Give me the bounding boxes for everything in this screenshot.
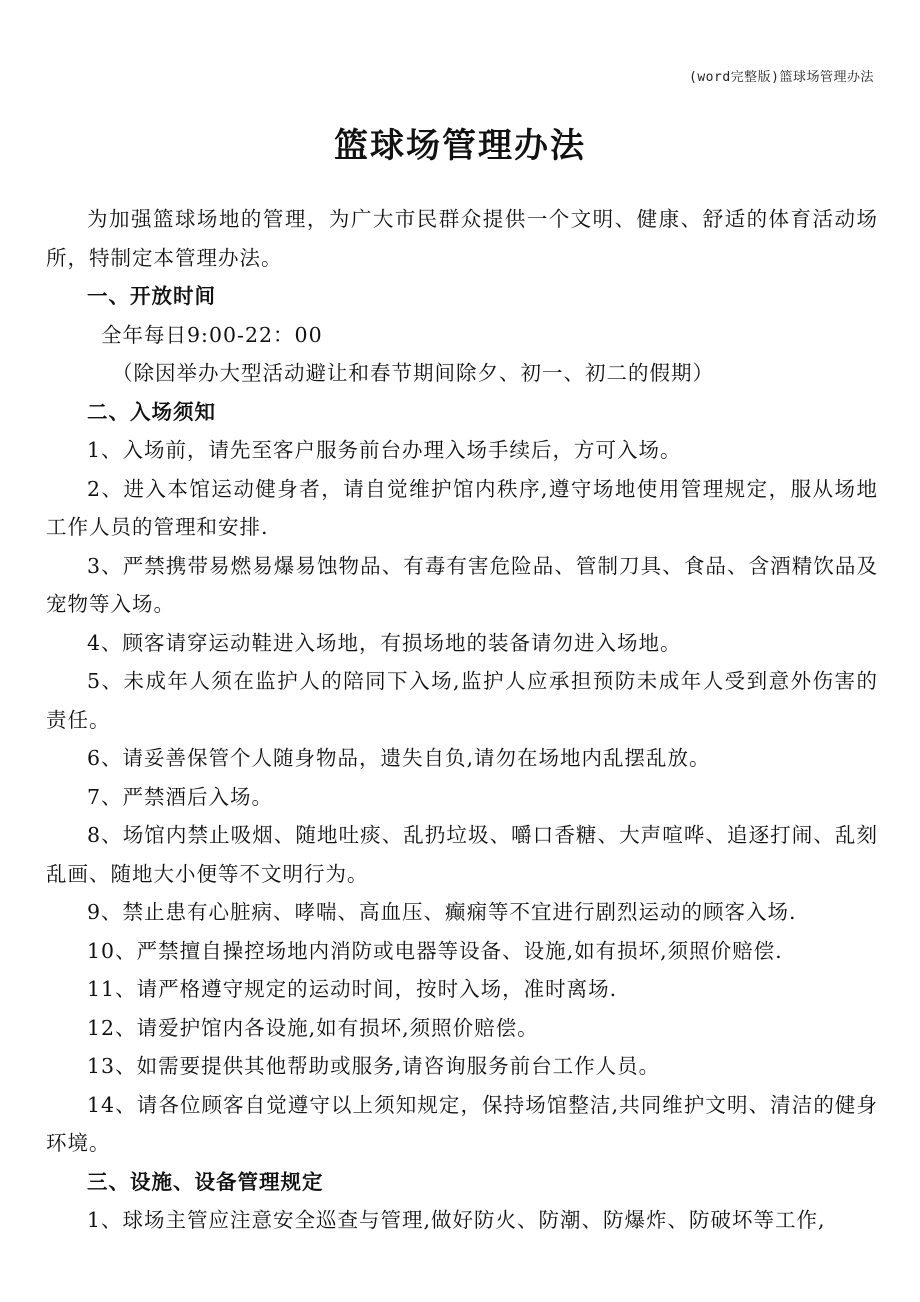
entry-rule-item: 4、顾客请穿运动鞋进入场地，有损场地的装备请勿进入场地。 [87,630,682,655]
running-header: (word完整版)篮球场管理办法 [689,70,874,85]
document-title: 篮球场管理办法 [334,126,586,166]
entry-rule-item: 9、禁止患有心脏病、哮喘、高血压、癫痫等不宜进行剧烈运动的顾客入场. [87,900,797,924]
entry-rule-item: 5、未成年人须在监护人的陪同下入场,监护人应承担预防未成年人受到意外伤害的责任。 [46,669,878,732]
section-heading-entry-rules: 二、入场须知 [87,399,216,424]
facility-rule-item: 1、球场主管应注意安全巡查与管理,做好防火、防潮、防爆炸、防破坏等工作, [87,1208,826,1232]
entry-rule-item: 7、严禁酒后入场。 [87,784,274,809]
section-heading-opening-hours: 一、开放时间 [87,284,216,308]
opening-hours-text: 全年每日9:00-22：00 [101,322,323,347]
entry-rule-item: 8、场馆内禁止吸烟、随地吐痰、乱扔垃圾、嚼口香糖、大声喧哗、追逐打闹、乱刻乱画、随地大小便等不文明行为。 [46,823,878,886]
entry-rule-item: 12、请爱护馆内各设施,如有损坏,须照价赔偿。 [87,1015,539,1040]
entry-rule-item: 10、严禁擅自操控场地内消防或电器等设备、设施,如有损坏,须照价赔偿. [87,938,783,963]
entry-rule-item: 11、请严格遵守规定的运动时间，按时入场，准时离场. [87,977,618,1001]
entry-rule-item: 6、请妥善保管个人随身物品，遗失自负,请勿在场地内乱摆乱放。 [87,746,711,770]
entry-rule-item: 2、进入本馆运动健身者，请自觉维护馆内秩序,遵守场地使用管理规定，服从场地工作人员的管理和安排. [46,476,878,539]
entry-rule-item: 1、入场前，请先至客户服务前台办理入场手续后，方可入场。 [87,438,682,462]
intro-paragraph: 为加强篮球场地的管理，为广大市民群众提供一个文明、健康、舒适的体育活动场所，特制定本管理办法。 [46,207,878,270]
entry-rule-item: 13、如需要提供其他帮助或服务,请咨询服务前台工作人员。 [87,1054,661,1078]
opening-hours-exception: （除因举办大型活动避让和春节期间除夕、初一、初二的假期） [112,361,714,385]
document-body [46,200,878,1240]
entry-rule-item: 14、请各位顾客自觉遵守以上须知规定，保持场馆整洁,共同维护文明、清洁的健身环境。 [46,1092,878,1155]
entry-rule-item: 3、严禁携带易燃易爆易蚀物品、有毒有害危险品、管制刀具、食品、含酒精饮品及宠物等入场。 [46,553,878,616]
section-heading-facility-rules: 三、设施、设备管理规定 [87,1169,324,1194]
